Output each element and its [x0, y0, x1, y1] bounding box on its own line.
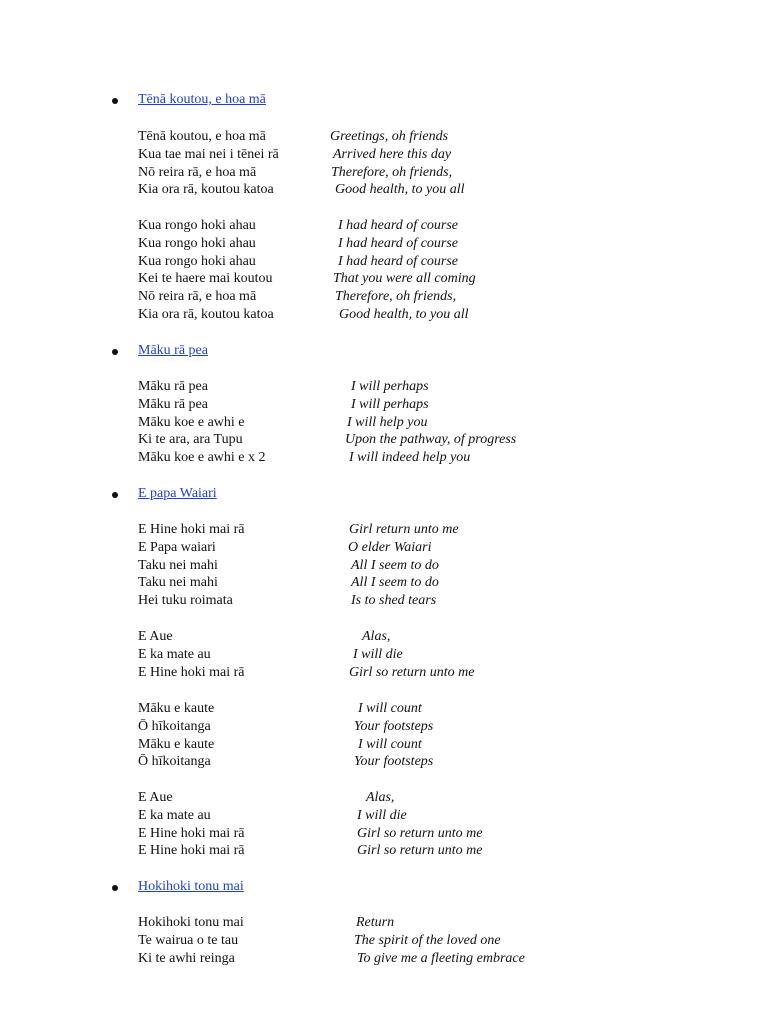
english-translation-line: Therefore, oh friends,: [331, 165, 453, 180]
english-translation-line: Return: [356, 915, 395, 930]
english-translation-line: Upon the pathway, of progress: [345, 432, 517, 447]
maori-lyric-line: Kua rongo hoki ahau: [138, 218, 256, 233]
english-translation-line: I will count: [358, 737, 422, 752]
maori-lyric-line: E ka mate au: [138, 808, 211, 823]
maori-lyric-line: Kua rongo hoki ahau: [138, 236, 256, 251]
english-translation-line: O elder Waiari: [348, 540, 432, 555]
english-translation-line: Good health, to you all: [339, 307, 469, 322]
english-translation-line: All I seem to do: [351, 575, 439, 590]
maori-lyric-line: Taku nei mahi: [138, 558, 218, 573]
song-title-link[interactable]: Hokihoki tonu mai: [138, 879, 244, 894]
english-translation-line: I had heard of course: [338, 254, 459, 269]
english-translation-line: I will die: [357, 808, 407, 823]
english-translation-line: Your footsteps: [354, 754, 434, 769]
song-title-link[interactable]: Tēnā koutou, e hoa mā: [138, 92, 266, 107]
english-translation-line: That you were all coming: [333, 271, 476, 286]
english-translation-line: I will perhaps: [351, 397, 429, 412]
english-translation-line: Is to shed tears: [351, 593, 437, 608]
song-title-link[interactable]: E papa Waiari: [138, 486, 217, 501]
english-translation-line: Girl return unto me: [349, 522, 459, 537]
maori-lyric-line: E Hine hoki mai rā: [138, 826, 245, 841]
english-translation-line: I will perhaps: [351, 379, 429, 394]
bullet-icon: [112, 349, 118, 355]
maori-lyric-line: Kua tae mai nei i tēnei rā: [138, 147, 279, 162]
english-translation-line: Girl so return unto me: [357, 826, 483, 841]
english-translation-line: Girl so return unto me: [349, 665, 475, 680]
maori-lyric-line: E Hine hoki mai rā: [138, 843, 245, 858]
maori-lyric-line: Hokihoki tonu mai: [138, 915, 244, 930]
bullet-icon: [112, 885, 118, 891]
english-translation-line: I will die: [353, 647, 403, 662]
english-translation-line: To give me a fleeting embrace: [357, 951, 525, 966]
bullet-icon: [112, 98, 118, 104]
english-translation-line: Girl so return unto me: [357, 843, 483, 858]
maori-lyric-line: E Hine hoki mai rā: [138, 665, 245, 680]
bullet-icon: [112, 492, 118, 498]
maori-lyric-line: Māku koe e awhi e x 2: [138, 450, 266, 465]
maori-lyric-line: E ka mate au: [138, 647, 211, 662]
maori-lyric-line: Ki te awhi reinga: [138, 951, 235, 966]
maori-lyric-line: Māku rā pea: [138, 397, 208, 412]
english-translation-line: I will help you: [347, 415, 428, 430]
maori-lyric-line: Kei te haere mai koutou: [138, 271, 273, 286]
maori-lyric-line: Tēnā koutou, e hoa mā: [138, 129, 266, 144]
maori-lyric-line: Māku rā pea: [138, 379, 208, 394]
maori-lyric-line: Māku e kaute: [138, 737, 215, 752]
maori-lyric-line: E Aue: [138, 790, 173, 805]
english-translation-line: I will count: [358, 701, 422, 716]
song-title-link[interactable]: Māku rā pea: [138, 343, 208, 358]
english-translation-line: Alas,: [366, 790, 395, 805]
maori-lyric-line: Nō reira rā, e hoa mā: [138, 165, 257, 180]
maori-lyric-line: E Aue: [138, 629, 173, 644]
english-translation-line: I had heard of course: [338, 218, 459, 233]
maori-lyric-line: Ō hīkoitanga: [138, 754, 211, 769]
maori-lyric-line: Nō reira rā, e hoa mā: [138, 289, 257, 304]
maori-lyric-line: Hei tuku roimata: [138, 593, 233, 608]
english-translation-line: All I seem to do: [351, 558, 439, 573]
maori-lyric-line: Māku koe e awhi e: [138, 415, 245, 430]
english-translation-line: I will indeed help you: [349, 450, 471, 465]
english-translation-line: Alas,: [362, 629, 391, 644]
maori-lyric-line: Ō hīkoitanga: [138, 719, 211, 734]
maori-lyric-line: Māku e kaute: [138, 701, 215, 716]
english-translation-line: Good health, to you all: [335, 182, 465, 197]
english-translation-line: Your footsteps: [354, 719, 434, 734]
maori-lyric-line: Taku nei mahi: [138, 575, 218, 590]
maori-lyric-line: E Papa waiari: [138, 540, 216, 555]
english-translation-line: Arrived here this day: [333, 147, 452, 162]
english-translation-line: The spirit of the loved one: [354, 933, 501, 948]
maori-lyric-line: Te wairua o te tau: [138, 933, 239, 948]
maori-lyric-line: Kua rongo hoki ahau: [138, 254, 256, 269]
english-translation-line: Greetings, oh friends: [330, 129, 449, 144]
maori-lyric-line: E Hine hoki mai rā: [138, 522, 245, 537]
english-translation-line: Therefore, oh friends,: [335, 289, 457, 304]
english-translation-line: I had heard of course: [338, 236, 459, 251]
maori-lyric-line: Kia ora rā, koutou katoa: [138, 182, 274, 197]
maori-lyric-line: Kia ora rā, koutou katoa: [138, 307, 274, 322]
maori-lyric-line: Ki te ara, ara Tupu: [138, 432, 243, 447]
